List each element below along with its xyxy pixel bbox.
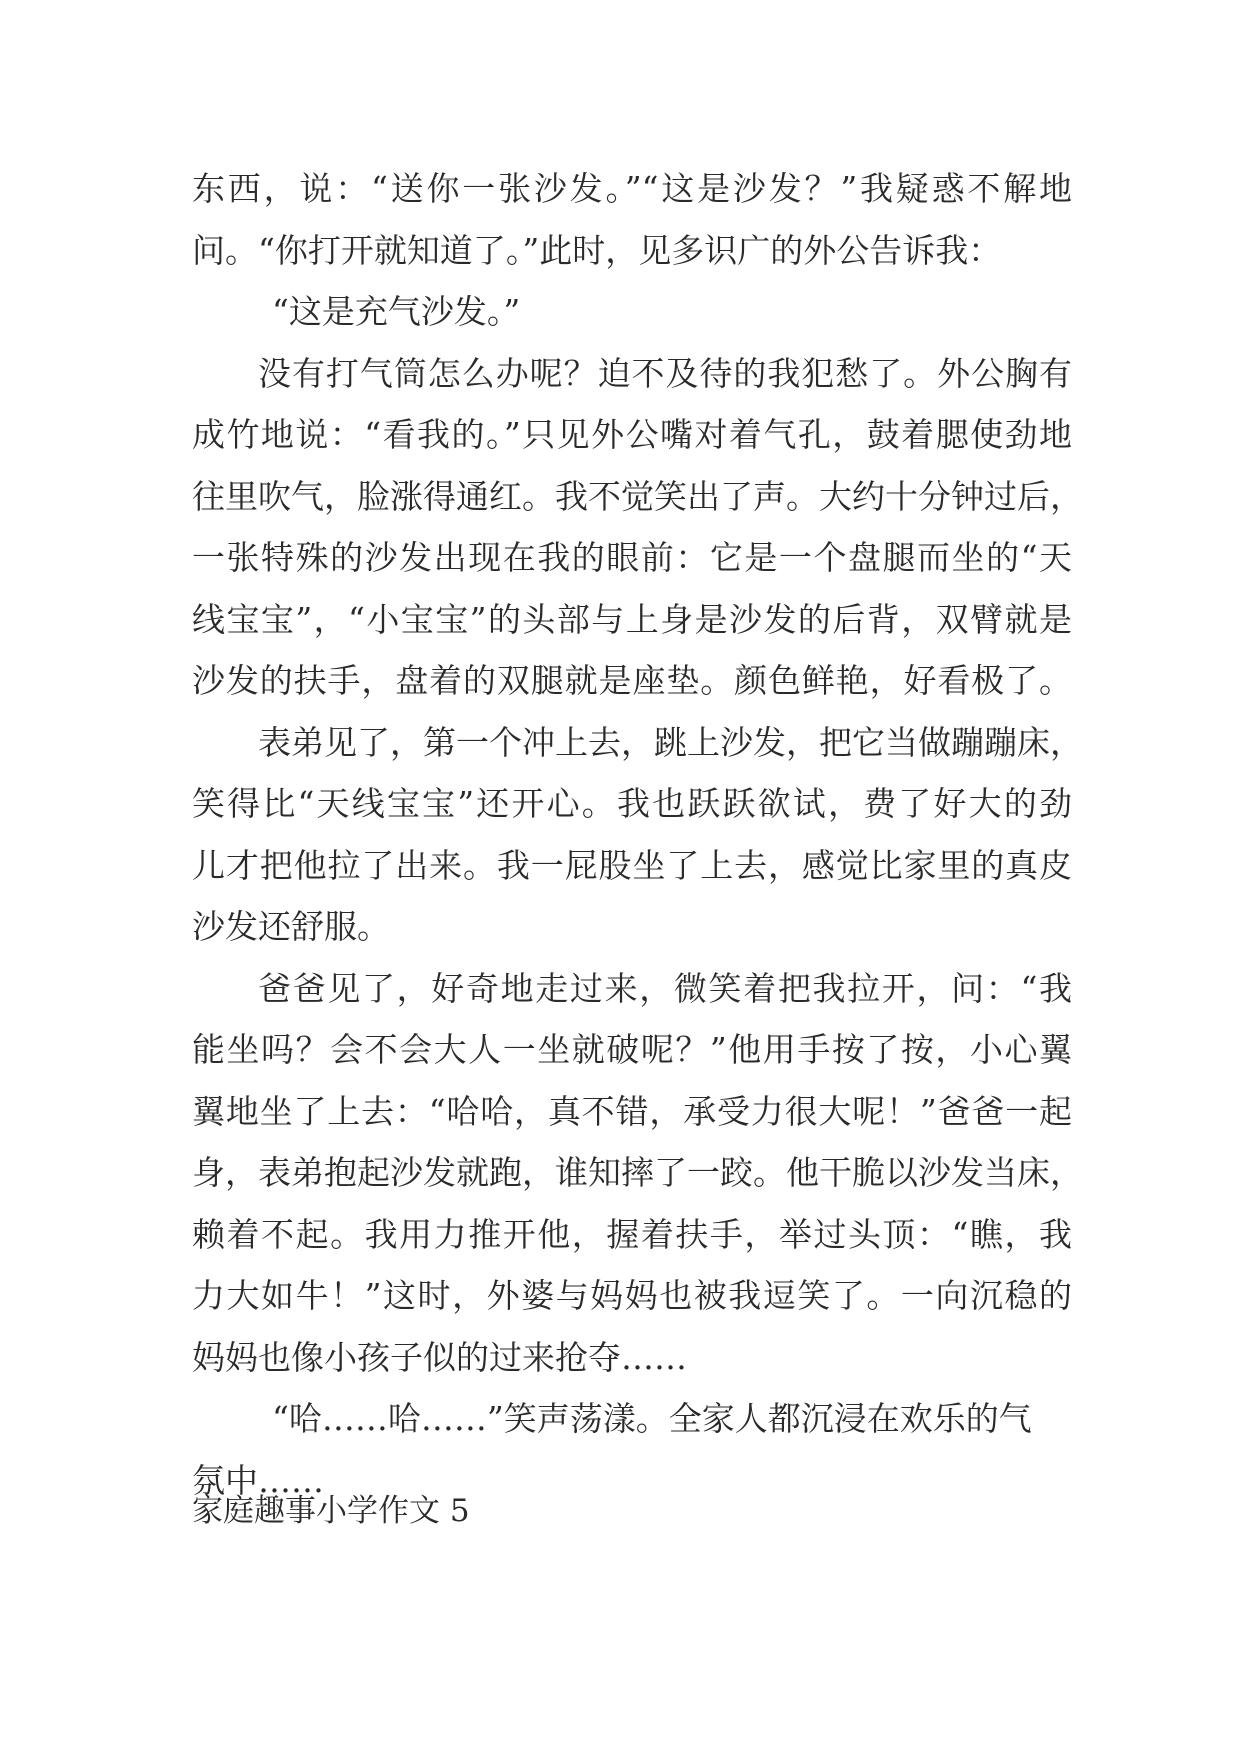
text-line: 表弟见了，第一个冲上去，跳上沙发，把它当做蹦蹦床，	[258, 722, 1083, 762]
essay-body	[192, 158, 1083, 1511]
text-line: 赖着不起。我用力推开他，握着扶手，举过头顶：“瞧，我	[192, 1214, 1072, 1254]
text-line: 没有打气筒怎么办呢？迫不及待的我犯愁了。外公胸有	[258, 353, 1072, 393]
text-line: 成竹地说：“看我的。”只见外公嘴对着气孔，鼓着腮使劲地	[192, 415, 1072, 454]
text-line: 问。“你打开就知道了。”此时，见多识广的外公告诉我：	[192, 230, 1002, 270]
text-line: “哈……哈……”笑声荡漾。全家人都沉浸在欢乐的气	[272, 1399, 1032, 1438]
text-line: 一张特殊的沙发出现在我的眼前：它是一个盘腿而坐的“天	[192, 538, 1072, 577]
text-line: 沙发还舒服。	[192, 907, 390, 946]
text-line: 氛中……	[192, 1460, 324, 1500]
text-line: 往里吹气，脸涨得通红。我不觉笑出了声。大约十分钟过后，	[192, 476, 1083, 516]
text-line: 翼地坐了上去：“哈哈，真不错，承受力很大呢！”爸爸一起	[192, 1091, 1072, 1131]
text-line: 儿才把他拉了出来。我一屁股坐了上去，感觉比家里的真皮	[192, 845, 1072, 885]
text-line: 爸爸见了，好奇地走过来，微笑着把我拉开，问：“我	[258, 968, 1072, 1008]
text-line: 能坐吗？会不会大人一坐就破呢？”他用手按了按，小心翼	[192, 1030, 1072, 1069]
text-line: 沙发的扶手，盘着的双腿就是座垫。颜色鲜艳，好看极了。	[192, 661, 1072, 700]
text-line: 线宝宝”，“小宝宝”的头部与上身是沙发的后背，双臂就是	[192, 599, 1072, 639]
text-line: 笑得比“天线宝宝”还开心。我也跃跃欲试，费了好大的劲	[192, 784, 1072, 823]
text-line: 妈妈也像小孩子似的过来抢夺……	[192, 1337, 687, 1377]
text-line: 东西，说：“送你一张沙发。”“这是沙发？”我疑惑不解地	[192, 169, 1072, 208]
text-line: 力大如牛！”这时，外婆与妈妈也被我逗笑了。一向沉稳的	[192, 1276, 1072, 1315]
section-heading: 家庭趣事小学作文 5	[192, 1493, 470, 1529]
text-line: 身，表弟抱起沙发就跑，谁知摔了一跤。他干脆以沙发当床，	[192, 1153, 1083, 1192]
text-line: “这是充气沙发。”	[272, 292, 521, 331]
